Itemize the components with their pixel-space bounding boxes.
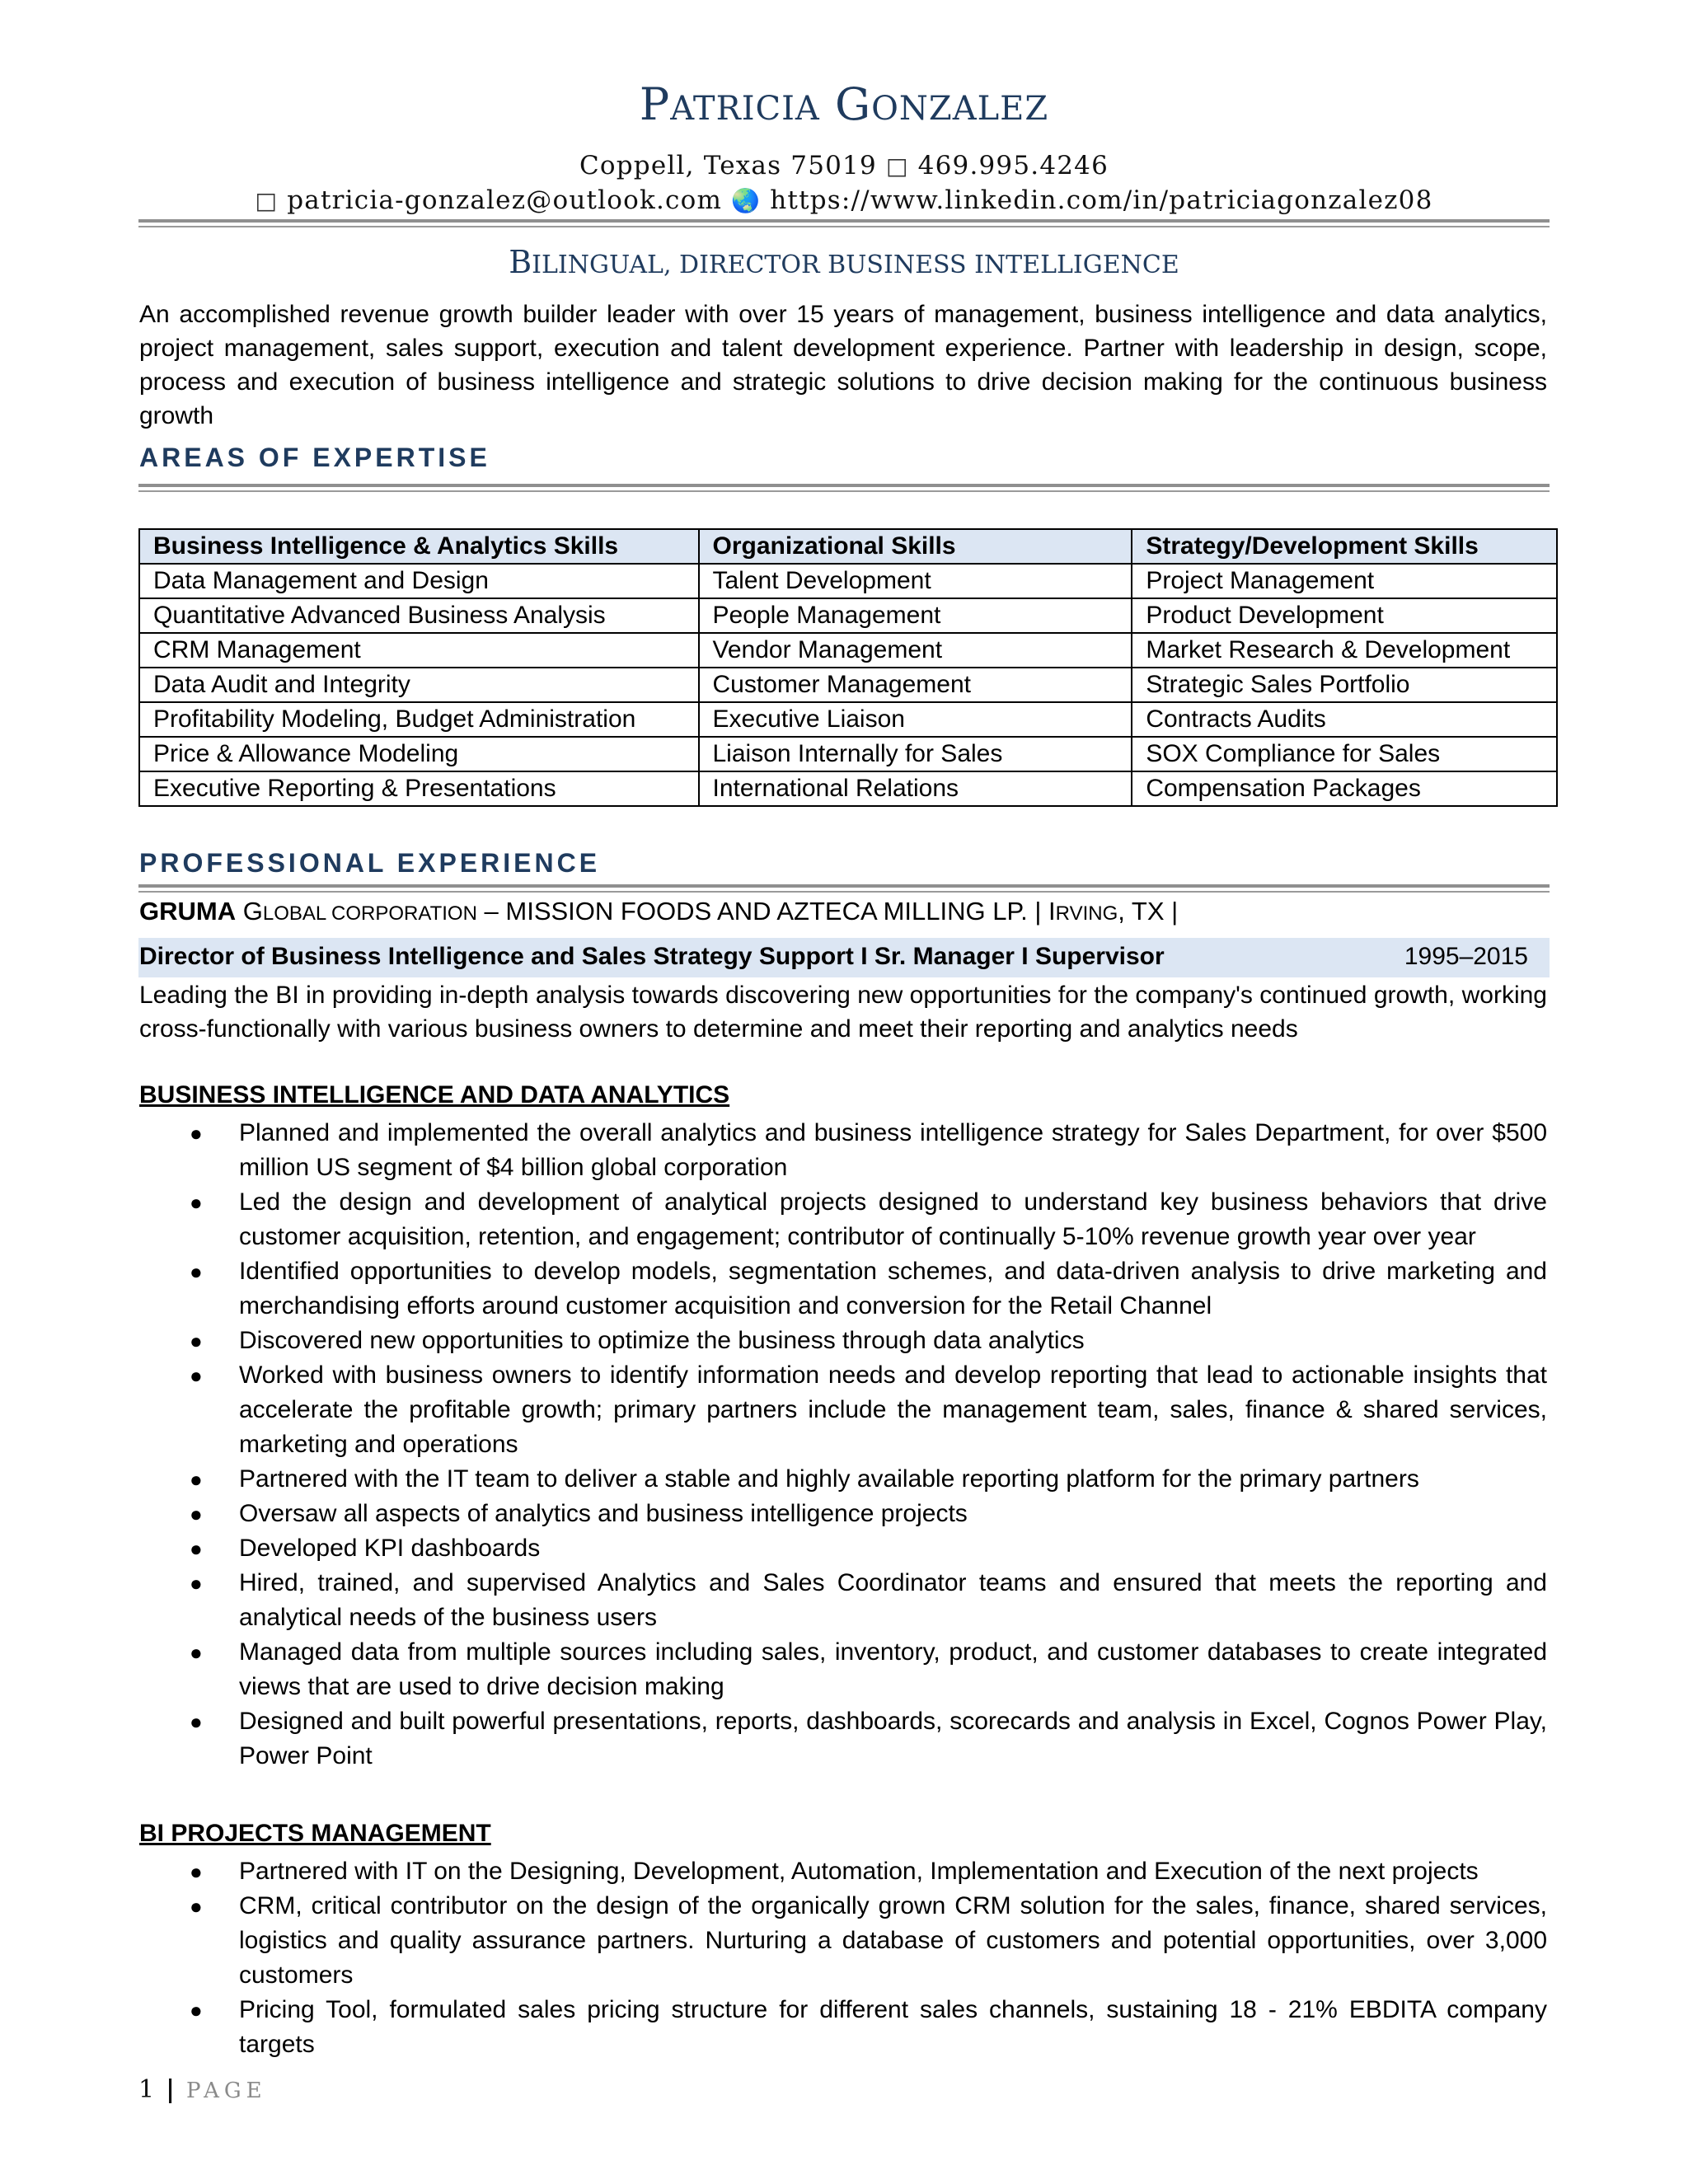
- bullet-dot: ●: [190, 1190, 203, 1215]
- section-title-experience: PROFESSIONAL EXPERIENCE: [139, 848, 601, 878]
- expertise-table: [138, 528, 1558, 807]
- bullet-dot: ●: [190, 1894, 203, 1919]
- table-cell: Contracts Audits: [1132, 702, 1557, 737]
- table-row: [139, 668, 1557, 702]
- list-item: [139, 1635, 1547, 1704]
- table-cell: Data Audit and Integrity: [139, 668, 699, 702]
- role-bar: [138, 938, 1550, 977]
- candidate-name: [0, 78, 1688, 130]
- table-header-cell: Business Intelligence & Analytics Skills: [139, 529, 699, 564]
- table-cell: Project Management: [1132, 564, 1557, 598]
- table-cell: Strategic Sales Portfolio: [1132, 668, 1557, 702]
- bullet-dot: ●: [190, 1363, 203, 1388]
- bullet-text: Identified opportunities to develop models, segmentation schemes, and data-driven analysis to drive marketing and merchandising efforts around customer acquisition and conversion for the Retail Channel: [239, 1258, 1547, 1319]
- list-item: [139, 1254, 1547, 1324]
- role-years: 1995–2015: [1404, 943, 1528, 970]
- list-item: [139, 1185, 1547, 1254]
- subhead-bi: BUSINESS INTELLIGENCE AND DATA ANALYTICS: [139, 1081, 730, 1108]
- header-divider: [138, 219, 1550, 227]
- email-link[interactable]: patricia-gonzalez@outlook.com: [287, 185, 723, 215]
- table-cell: CRM Management: [139, 633, 699, 668]
- pm-bullet-list: [139, 1854, 1547, 2062]
- table-row: [139, 633, 1557, 668]
- phone-number: 469.995.4246: [917, 151, 1109, 180]
- bullet-dot: ●: [190, 1536, 203, 1561]
- name-last-initial: G: [834, 78, 872, 130]
- table-row: [139, 702, 1557, 737]
- bullet-dot: ●: [190, 1259, 203, 1284]
- phone-icon: □: [885, 152, 909, 180]
- name-first-initial: P: [639, 78, 671, 130]
- contact-line-online: [0, 185, 1688, 215]
- location: Coppell, Texas 75019: [579, 151, 877, 180]
- bullet-dot: ●: [190, 1467, 203, 1492]
- company-g: G: [242, 897, 263, 926]
- bullet-dot: ●: [190, 1502, 203, 1526]
- bullet-dot: ●: [190, 1859, 203, 1884]
- table-row: [139, 771, 1557, 806]
- bullet-text: Hired, trained, and supervised Analytics and Sales Coordinator teams and ensured that meets the reporting and analytical needs of the business users: [239, 1569, 1547, 1631]
- table-cell: Customer Management: [699, 668, 1132, 702]
- list-item: [139, 1531, 1547, 1566]
- experience-divider: [138, 884, 1550, 893]
- headline-initial: B: [509, 244, 532, 280]
- table-cell: Profitability Modeling, Budget Administration: [139, 702, 699, 737]
- bullet-dot: ●: [190, 1121, 203, 1146]
- list-item: [139, 1462, 1547, 1497]
- linkedin-link[interactable]: https://www.linkedin.com/in/patriciagonzalez08: [770, 185, 1433, 215]
- table-row: [139, 737, 1557, 771]
- company-line: [139, 897, 1178, 926]
- table-header-cell: Strategy/Development Skills: [1132, 529, 1557, 564]
- table-cell: Executive Reporting & Presentations: [139, 771, 699, 806]
- bullet-text: Oversaw all aspects of analytics and business intelligence projects: [239, 1500, 968, 1527]
- page-label: PAGE: [186, 2079, 267, 2103]
- list-item: [139, 1704, 1547, 1774]
- bi-bullet-list: [139, 1116, 1547, 1774]
- bullet-text: Designed and built powerful presentations, reports, dashboards, scorecards and analysis in Excel, Cognos Power Play, Power Point: [239, 1708, 1547, 1769]
- city-initial: I: [1048, 897, 1056, 926]
- bullet-text: Pricing Tool, formulated sales pricing structure for different sales channels, sustaining 18 - 21% EBDITA company targets: [239, 1996, 1547, 2058]
- role-description: Leading the BI in providing in-depth analysis towards discovering new opportunities for the company's continued growth, working cross-functionally with various business owners to determine and meet their reporting and analytics needs: [139, 982, 1547, 1043]
- table-cell: Vendor Management: [699, 633, 1132, 668]
- table-cell: Price & Allowance Modeling: [139, 737, 699, 771]
- list-item: [139, 1358, 1547, 1462]
- table-cell: People Management: [699, 598, 1132, 633]
- table-cell: SOX Compliance for Sales: [1132, 737, 1557, 771]
- table-row: [139, 598, 1557, 633]
- table-cell: Quantitative Advanced Business Analysis: [139, 598, 699, 633]
- email-icon: □: [255, 187, 279, 214]
- table-cell: International Relations: [699, 771, 1132, 806]
- table-header-row: [139, 529, 1557, 564]
- table-cell: Talent Development: [699, 564, 1132, 598]
- role-title: Director of Business Intelligence and Sales Strategy Support I Sr. Manager I Supervisor: [139, 943, 1165, 970]
- bullet-dot: ●: [190, 1329, 203, 1353]
- bullet-text: Discovered new opportunities to optimize the business through data analytics: [239, 1327, 1085, 1354]
- list-item: [139, 1889, 1547, 1993]
- table-row: [139, 564, 1557, 598]
- bullet-text: Developed KPI dashboards: [239, 1535, 541, 1562]
- company-rest: – MISSION FOODS AND AZTECA MILLING LP. |: [476, 897, 1049, 926]
- page-number: 1: [138, 2075, 155, 2104]
- bullet-dot: ●: [190, 1998, 203, 2022]
- list-item: [139, 1854, 1547, 1889]
- bullet-dot: ●: [190, 1640, 203, 1665]
- bullet-text: CRM, critical contributor on the design of the organically grown CRM solution for the sales, finance, shared services, logistics and quality assurance partners. Nurturing a database of customers and potential opportunities, over 3,000 customers: [239, 1892, 1547, 1989]
- globe-icon: 🌏: [731, 187, 762, 214]
- headline-rest: ILINGUAL, DIRECTOR BUSINESS INTELLIGENCE: [532, 251, 1179, 279]
- expertise-divider: [138, 484, 1550, 492]
- list-item: [139, 1116, 1547, 1185]
- company-global: LOBAL CORPORATION: [262, 902, 477, 925]
- bullet-text: Partnered with IT on the Designing, Development, Automation, Implementation and Execution of the next projects: [239, 1858, 1479, 1885]
- table-cell: Executive Liaison: [699, 702, 1132, 737]
- bullet-text: Planned and implemented the overall analytics and business intelligence strategy for Sales Department, for over $500 million US segment of $4 billion global corporation: [239, 1119, 1547, 1181]
- state: , TX |: [1118, 897, 1179, 926]
- table-cell: Data Management and Design: [139, 564, 699, 598]
- table-header-cell: Organizational Skills: [699, 529, 1132, 564]
- table-cell: Compensation Packages: [1132, 771, 1557, 806]
- list-item: [139, 1993, 1547, 2062]
- table-cell: Liaison Internally for Sales: [699, 737, 1132, 771]
- subhead-projects: BI PROJECTS MANAGEMENT: [139, 1820, 491, 1847]
- name-first-rest: ATRICIA: [670, 90, 820, 128]
- city-rest: RVING: [1055, 902, 1118, 925]
- bullet-text: Partnered with the IT team to deliver a stable and highly available reporting platform for the primary partners: [239, 1465, 1419, 1493]
- section-title-expertise: AREAS OF EXPERTISE: [139, 443, 490, 472]
- bullet-dot: ●: [190, 1571, 203, 1596]
- list-item: [139, 1497, 1547, 1531]
- table-cell: Market Research & Development: [1132, 633, 1557, 668]
- bullet-text: Led the design and development of analytical projects designed to understand key business behaviors that drive customer acquisition, retention, and engagement; contributor of continually 5-10% revenue growth year over year: [239, 1188, 1547, 1250]
- company-name: GRUMA: [139, 897, 237, 926]
- contact-line-location: [0, 151, 1688, 180]
- bullet-text: Worked with business owners to identify information needs and develop reporting that lead to actionable insights that accelerate the profitable growth; primary partners include the management team, sales, finance & shared services, marketing and operations: [239, 1361, 1547, 1458]
- list-item: [139, 1324, 1547, 1358]
- page-footer: [138, 2075, 267, 2104]
- table-cell: Product Development: [1132, 598, 1557, 633]
- bullet-text: Managed data from multiple sources including sales, inventory, product, and customer databases to create integrated views that are used to drive decision making: [239, 1638, 1547, 1700]
- footer-separator: |: [166, 2075, 176, 2104]
- list-item: [139, 1566, 1547, 1635]
- summary-paragraph: An accomplished revenue growth builder leader with over 15 years of management, business intelligence and data analytics, project management, sales support, execution and talent development experience. Partner with leadership in design, scope, process and execution of business intelligence and strategic solutions to drive decision making for the continuous business growth: [139, 301, 1547, 429]
- bullet-dot: ●: [190, 1709, 203, 1734]
- name-last-rest: ONZALEZ: [871, 90, 1049, 128]
- headline: [0, 244, 1688, 280]
